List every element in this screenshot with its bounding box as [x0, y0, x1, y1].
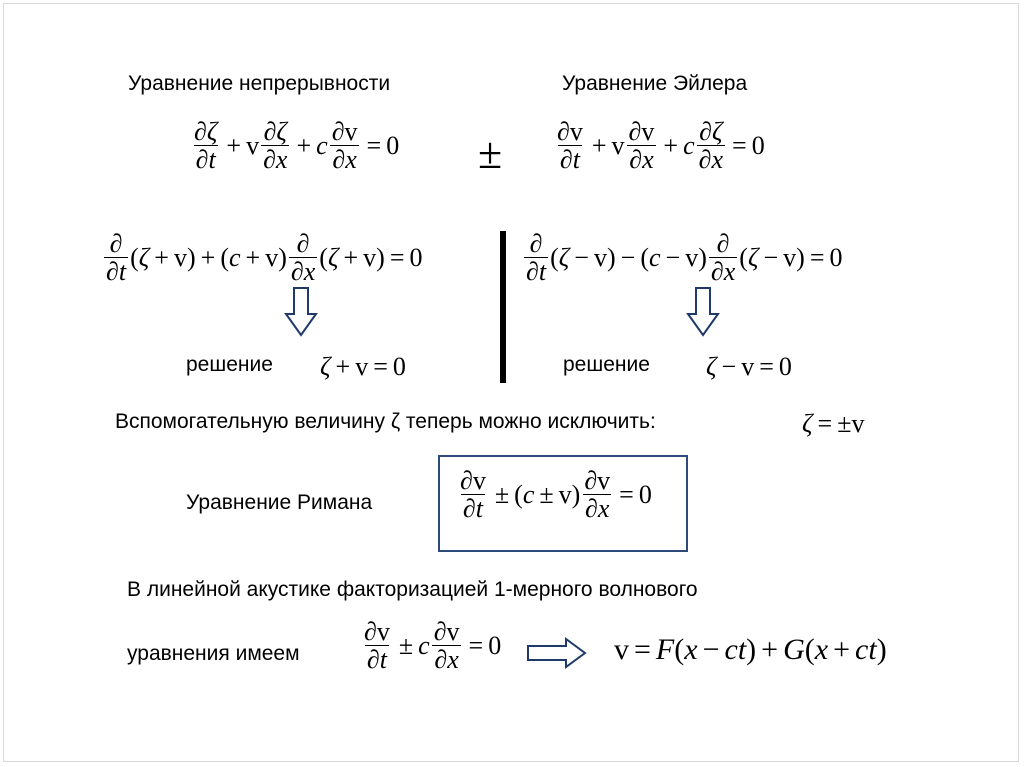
- fraction: $\frac{\partial v}{\partial t}$: [364, 617, 390, 675]
- left-combined-equation: $\frac{\partial}{\partial t}$ ( ζ + v ) + ( c + v ) $\frac{\partial}{\partial x}$ ( ζ + v ) = 0: [106, 229, 423, 287]
- plus-minus-sign: ±: [478, 129, 503, 178]
- general-solution-equation: v = F ( x − c t ) + G ( x + c t ): [614, 633, 887, 666]
- right-arrow-icon: [526, 637, 588, 669]
- riemann-equation: $\frac{\partial v}{\partial t}$ ± ( c ± v ) $\frac{\partial v}{\partial x}$ = 0: [460, 466, 652, 524]
- zeta-equals-pm-v: ζ = ± v: [802, 409, 865, 438]
- fraction: $\frac{\partial\zeta}{\partial x}$: [698, 117, 724, 175]
- fraction: $\frac{\partial\zeta}{\partial x}$: [263, 117, 288, 175]
- solution-right-equation: ζ − v = 0: [706, 352, 792, 381]
- fraction: $\frac{\partial v}{\partial x}$: [584, 466, 611, 524]
- euler-heading: Уравнение Эйлера: [562, 72, 748, 95]
- linear-acoustics-line1: В линейной акустике факторизацией 1-мерного волнового: [127, 578, 698, 601]
- fraction: $\frac{\partial v}{\partial x}$: [628, 117, 655, 175]
- auxiliary-text: Вспомогательную величину ζ теперь можно исключить:: [115, 410, 656, 433]
- continuity-heading: Уравнение непрерывности: [128, 72, 391, 95]
- solution-left-equation: ζ + v = 0: [320, 352, 406, 381]
- fraction: $\frac{\partial}{\partial t}$: [106, 229, 127, 287]
- fraction: $\frac{\partial v}{\partial t}$: [460, 466, 486, 524]
- euler-equation: $\frac{\partial v}{\partial t}$ + v $\frac{\partial v}{\partial x}$ + c $\frac{\partial\zeta}{\partial x}$ = 0: [557, 117, 765, 175]
- fraction: $\frac{\partial v}{\partial t}$: [557, 117, 583, 175]
- linear-acoustics-line2: уравнения имеем: [127, 642, 300, 665]
- solution-label-left: решение: [186, 353, 273, 376]
- continuity-equation: $\frac{\partial\zeta}{\partial t}$ + v $\frac{\partial\zeta}{\partial x}$ + c $\frac{\partial v}{\partial x}$ = 0: [194, 117, 400, 175]
- fraction: $\frac{\partial v}{\partial x}$: [433, 617, 460, 675]
- vertical-separator: [500, 231, 506, 383]
- down-arrow-icon: [283, 286, 319, 338]
- right-combined-equation: $\frac{\partial}{\partial t}$ ( ζ − v ) − ( c − v ) $\frac{\partial}{\partial x}$ ( ζ − v ) = 0: [526, 229, 843, 287]
- fraction: $\frac{\partial}{\partial x}$: [290, 229, 316, 287]
- fraction: $\frac{\partial}{\partial x}$: [710, 229, 736, 287]
- fraction: $\frac{\partial}{\partial t}$: [526, 229, 547, 287]
- fraction: $\frac{\partial\zeta}{\partial t}$: [194, 117, 218, 175]
- fraction: $\frac{\partial v}{\partial x}$: [331, 117, 358, 175]
- down-arrow-icon: [685, 286, 721, 338]
- solution-label-right: решение: [563, 353, 650, 376]
- wave-factor-equation: $\frac{\partial v}{\partial t}$ ± c $\frac{\partial v}{\partial x}$ = 0: [364, 617, 502, 675]
- riemann-label: Уравнение Римана: [186, 491, 373, 514]
